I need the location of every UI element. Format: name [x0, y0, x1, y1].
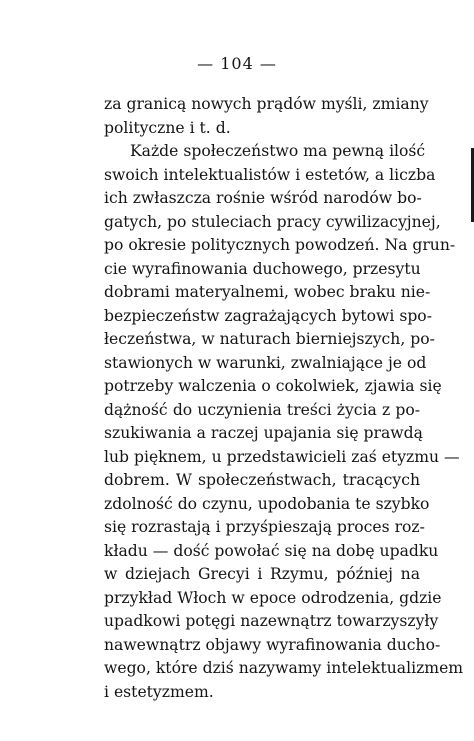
text-line: i estetyzmem.: [104, 682, 214, 701]
body-text: [104, 93, 464, 704]
text-line: ich zwłaszcza rośnie wśród narodów bo-: [104, 189, 422, 207]
text-line: stawionych w warunki, zwalniające je od: [104, 353, 427, 372]
text-line: dobrem. W społeczeństwach, tracących: [104, 471, 420, 489]
text-line: za granicą nowych prądów myśli, zmiany: [104, 95, 429, 113]
text-line: łeczeństwa, w naturach bierniejszych, po-: [104, 330, 435, 348]
text-line: swoich intelektualistów i estetów, a liczba: [104, 165, 436, 184]
text-line: szukiwania a raczej upajania się prawdą: [104, 424, 423, 442]
text-line: dobrami materyalnemi, wobec braku nie-: [104, 283, 431, 301]
text-line: dążność do uczynienia treści życia z po-: [104, 400, 420, 419]
page-number: — 104 —: [197, 54, 277, 73]
text-line: upadkowi potęgi nazewnątrz towarzyszyły: [104, 612, 439, 630]
text-line: przykład Włoch w epoce odrodzenia, gdzie: [104, 588, 442, 607]
text-line: cie wyrafinowania duchowego, przesytu: [104, 259, 421, 278]
text-line: po okresie politycznych powodzeń. Na grun-: [104, 236, 456, 254]
text-line: nawewnątrz objawy wyrafinowania ducho-: [104, 635, 441, 654]
text-line: potrzeby walczenia o cokolwiek, zjawia się: [104, 377, 442, 395]
text-line: zdolność do czynu, upodobania te szybko: [104, 494, 430, 513]
text-line: wego, które dziś nazywamy intelektualizmem: [104, 659, 464, 677]
text-line: bezpieczeństw zagrażających bytowi spo-: [104, 306, 432, 325]
text-line: gatych, po stuleciach pracy cywilizacyjnej,: [104, 212, 441, 231]
text-line: lub pięknem, u przedstawicieli zaś etyzmu —: [104, 447, 460, 466]
text-line: się rozrastają i przyśpieszają proces roz-: [104, 518, 425, 536]
text-line: w dziejach Grecyi i Rzymu, później na: [104, 565, 420, 583]
text-line: kładu — dość powołać się na dobę upadku: [104, 541, 439, 560]
text-line: polityczne i t. d.: [104, 118, 231, 137]
text-line: Każde społeczeństwo ma pewną ilość: [130, 142, 426, 160]
